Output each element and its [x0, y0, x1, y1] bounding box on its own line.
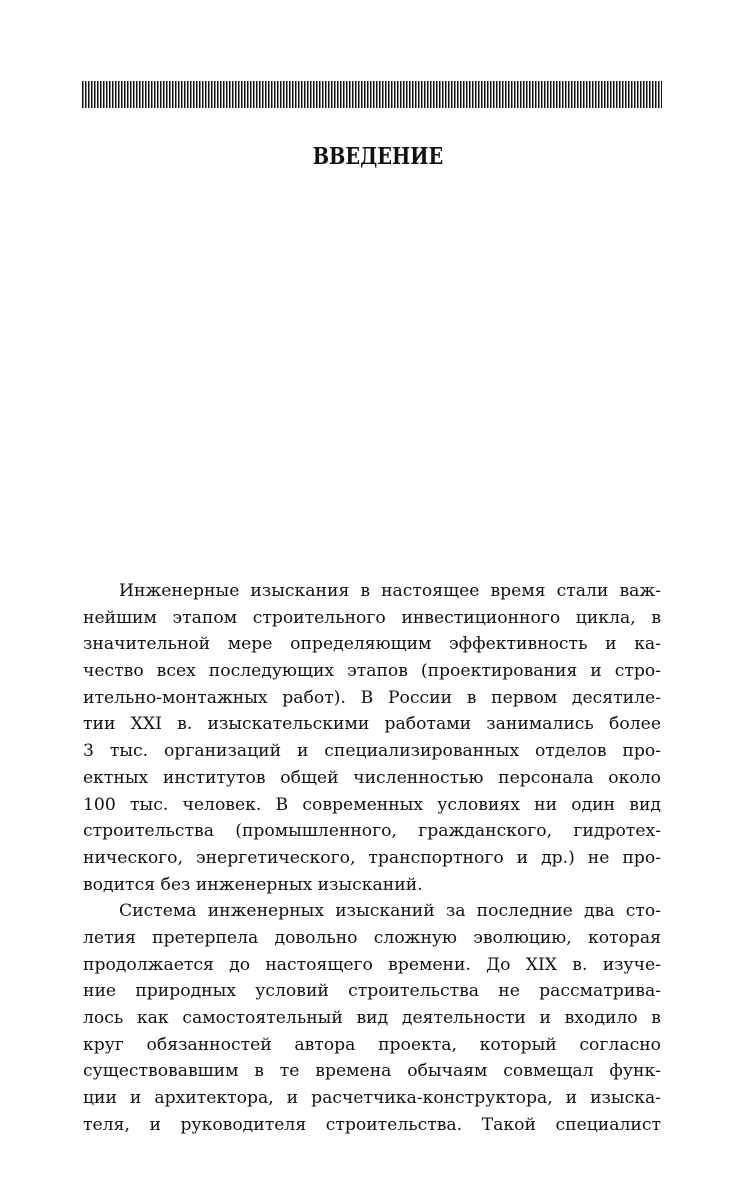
text-line: чество всех последующих этапов (проектирования и стро- [83, 661, 661, 682]
text-line: Инженерные изыскания в настоящее время стали важ- [119, 581, 661, 601]
paragraph-1 [83, 578, 661, 898]
text-line: тии XXI в. изыскательскими работами занимались более [83, 714, 661, 735]
text-line: строительства (промышленного, гражданского, гидротех- [83, 821, 661, 842]
text-line: ции и архитектора, и расчетчика-конструктора, и изыска- [83, 1088, 661, 1109]
body-text [83, 578, 661, 1138]
text-line: нического, энергетического, транспортного и др.) не про- [83, 847, 661, 868]
text-line: продолжается до настоящего времени. До XIX в. изуче- [83, 954, 661, 975]
text-line: теля, и руководителя строительства. Такой специалист [83, 1114, 661, 1135]
text-line: ительно-монтажных работ). В России в первом десятиле- [83, 687, 661, 708]
chapter-header-rule [82, 81, 662, 108]
text-line: 3 тыс. организаций и специализированных отделов про- [83, 741, 661, 762]
text-line: лось как самостоятельный вид деятельности и входило в [83, 1008, 661, 1028]
text-line: ектных институтов общей численностью персонала около [83, 767, 661, 788]
text-line: летия претерпела довольно сложную эволюцию, которая [83, 927, 661, 948]
text-line: существовавшим в те времена обычаям совмещал функ- [83, 1061, 661, 1082]
paragraph-2 [83, 898, 661, 1138]
text-line: Система инженерных изысканий за последние два сто- [119, 901, 661, 922]
text-line: нейшим этапом строительного инвестиционного цикла, в [83, 607, 661, 628]
chapter-title: ВВЕДЕНИЕ [312, 143, 444, 170]
text-line: круг обязанностей автора проекта, который согласно [83, 1034, 661, 1055]
text-line: 100 тыс. человек. В современных условиях ни один вид [83, 794, 661, 815]
text-line: значительной мере определяющим эффективность и ка- [83, 634, 661, 655]
text-line: водится без инженерных изысканий. [83, 874, 423, 895]
text-line: ние природных условий строительства не рассматрива- [83, 981, 661, 1002]
